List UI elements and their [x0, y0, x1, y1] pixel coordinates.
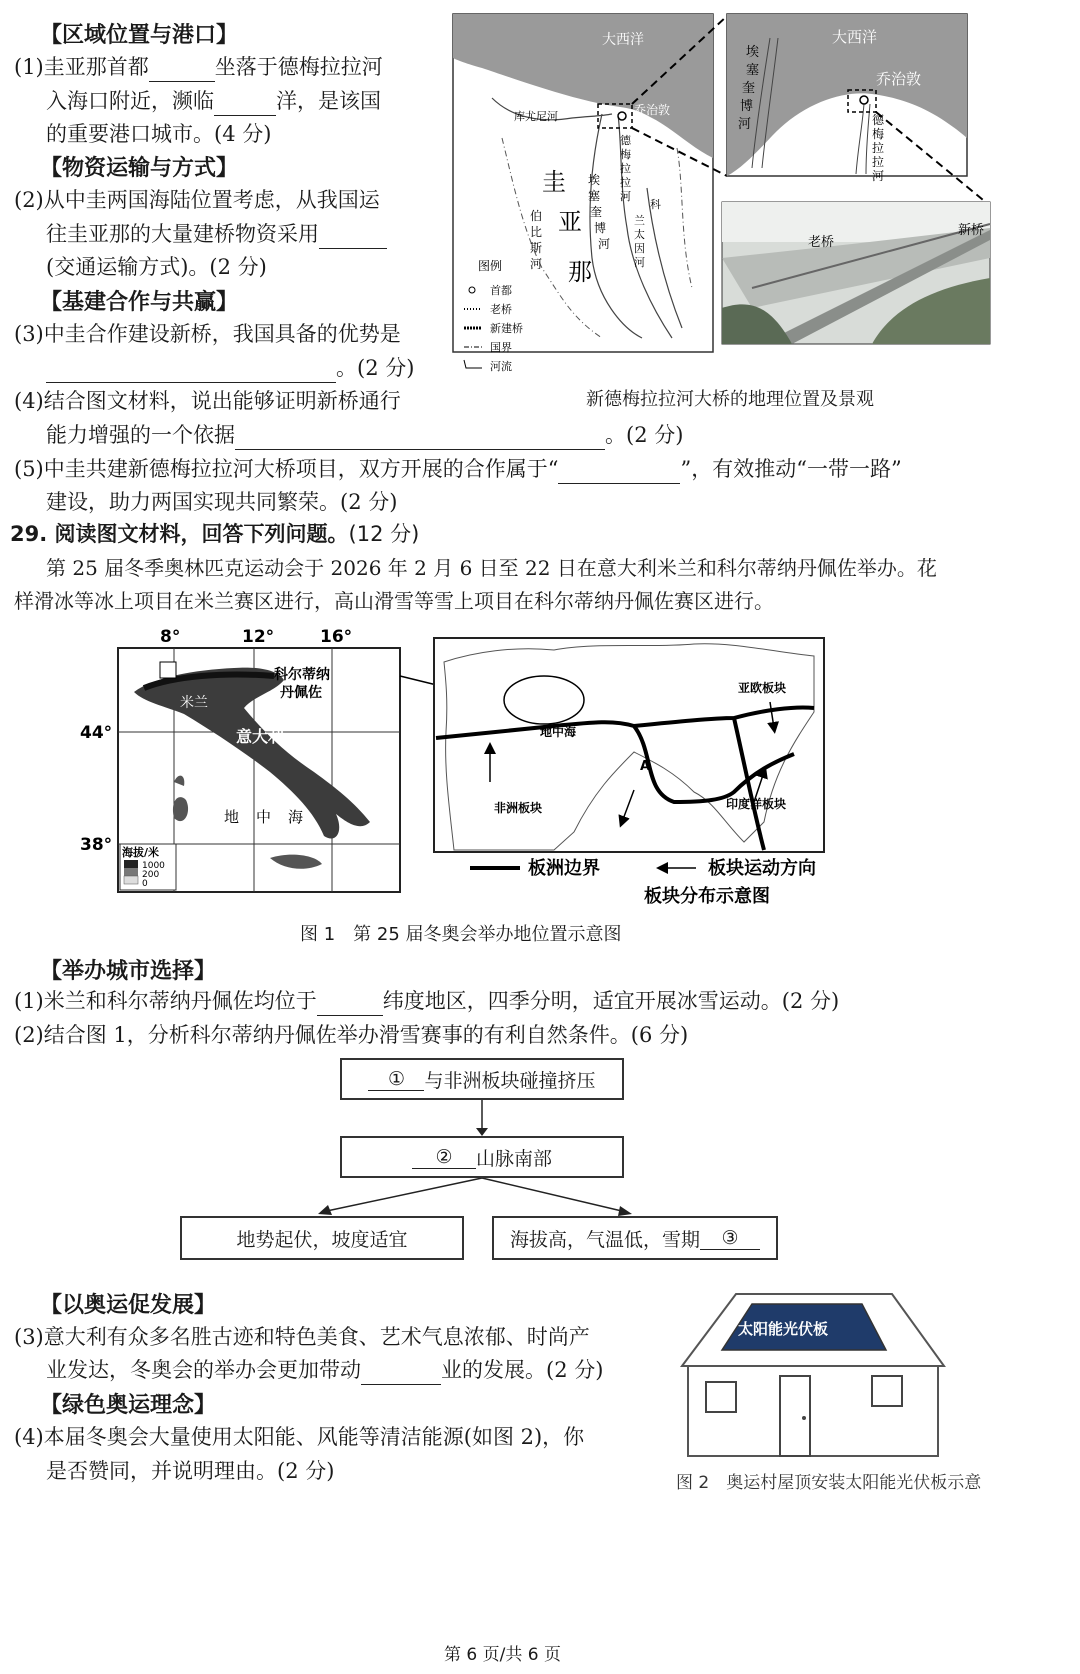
kmk-c2: 兰: [634, 214, 645, 227]
demerara-c5: 河: [620, 190, 631, 203]
africa-plate-label: 非洲板块: [494, 801, 543, 815]
inset-dem-c1: 德: [872, 113, 885, 127]
plate-map-title: 板块分布示意图: [644, 886, 770, 907]
elevation-legend-title: 海拔/米: [122, 846, 160, 859]
essequibo-c1: 埃: [588, 173, 601, 187]
legend-val-0: 0: [142, 879, 148, 889]
q29-paragraph-1: 第 25 届冬季奥林匹克运动会于 2026 年 2 月 6 日至 22 日在意大利米兰和科尔蒂纳丹佩佐举办。花: [46, 556, 937, 580]
essequibo-c5: 河: [598, 237, 611, 251]
lat-label-38: 38°: [80, 835, 113, 855]
legend-swatch-high: [124, 860, 138, 868]
answer-blank[interactable]: [46, 359, 336, 383]
legend-val-200: 200: [142, 870, 160, 880]
figure-1: [74, 622, 834, 912]
eurasia-plate-label: 亚欧板块: [738, 681, 787, 695]
flow-arrow-left: [322, 1178, 482, 1212]
guyana-map-figure: [452, 8, 1072, 388]
inset-ess-c3: 奎: [742, 81, 756, 96]
inset-dem-c5: 河: [872, 169, 885, 183]
sea-label-1: 地: [224, 808, 240, 826]
demerara-c1: 德: [620, 134, 631, 147]
part2-question-2: (2)结合图 1，分析科尔蒂纳丹佩佐举办滑雪赛事的有利自然条件。(6 分): [14, 1023, 689, 1047]
figure-2-caption: 图 2 奥运村屋顶安装太阳能光伏板示意: [676, 1473, 982, 1493]
question-2: (2)从中圭两国海陆位置考虑，从我国运: [14, 188, 380, 212]
flow-box-collision: ① 与非洲板块碰撞挤压: [340, 1058, 624, 1100]
legend-title: 图例: [478, 259, 503, 273]
flow-arrow-right: [482, 1178, 626, 1212]
cortina-label-1: 科尔蒂纳: [274, 667, 330, 683]
guyana-map-caption: 新德梅拉拉河大桥的地理位置及景观: [586, 389, 874, 410]
legend-border: 国界: [490, 341, 512, 354]
legend-newbridge: 新建桥: [490, 322, 523, 335]
flow-box-climate: 海拔高，气温低，雪期 ③: [492, 1216, 778, 1260]
inset-georgetown-label: 乔治敦: [876, 70, 922, 88]
inset-dem-c2: 梅: [872, 127, 885, 141]
flow-blank-3[interactable]: ③: [700, 1227, 760, 1250]
flow-arrowhead-1: [476, 1128, 488, 1136]
essequibo-c2: 塞: [588, 189, 601, 203]
mediterranean-label: 地中海: [540, 725, 577, 739]
section-heading-green: 【绿色奥运理念】: [40, 1393, 217, 1418]
legend-boundary-label: 板洲边界: [528, 858, 600, 879]
inset-dem-c4: 拉: [872, 155, 885, 169]
solar-panel-label: 太阳能光伏板: [738, 1320, 829, 1338]
part3-question-4-line2: 是否赞同，并说明理由。(2 分): [46, 1459, 335, 1483]
kmk-c1: 科: [650, 198, 661, 211]
legend-direction-label: 板块运动方向: [708, 858, 816, 879]
page-footer: 第 6 页/共 6 页: [444, 1645, 561, 1665]
berbice-c1: 伯: [530, 209, 543, 223]
question-1: (1)圭亚那首都 坐落于德梅拉拉河: [14, 52, 383, 82]
section-heading-city-choice: 【举办城市选择】: [40, 959, 217, 984]
cuyuni-label: 库尤尼河: [514, 110, 558, 123]
georgetown-label: 乔治敦: [634, 103, 671, 117]
flow-box-terrain: 地势起伏，坡度适宜: [180, 1216, 464, 1260]
part2-question-1: (1)米兰和科尔蒂纳丹佩佐均位于 纬度地区，四季分明，适宜开展冰雪运动。(2 分): [14, 986, 839, 1016]
ocean-label-inset: 大西洋: [832, 28, 878, 46]
flow-box-mountain: ② 山脉南部: [340, 1136, 624, 1178]
q29-paragraph-2: 样滑冰等冰上项目在米兰赛区进行，高山滑雪等雪上项目在科尔蒂纳丹佩佐赛区进行。: [14, 589, 774, 613]
country-label-1: 圭: [542, 168, 566, 196]
answer-blank[interactable]: [149, 58, 215, 82]
kmk-c5: 河: [634, 256, 645, 269]
answer-blank[interactable]: [361, 1361, 441, 1385]
kmk-c4: 因: [634, 242, 645, 255]
sea-label-2: 中: [256, 808, 272, 826]
country-label-2: 亚: [558, 208, 582, 236]
section-heading-cooperation: 【基建合作与共赢】: [40, 290, 239, 315]
photo-oldbridge-label: 老桥: [808, 235, 835, 250]
house-window-left: [706, 1382, 736, 1412]
flow-arrowhead-right: [618, 1206, 632, 1216]
house-window-right: [872, 1376, 902, 1406]
kmk-c3: 太: [634, 228, 645, 241]
berbice-c3: 斯: [530, 241, 543, 255]
essequibo-c3: 奎: [590, 205, 603, 219]
demerara-c2: 梅: [620, 148, 631, 161]
question-2-line3: (交通运输方式)。(2 分): [46, 255, 267, 279]
inset-dem-c3: 拉: [872, 141, 885, 155]
section-heading-location: 【区域位置与港口】: [40, 23, 239, 48]
question-4-line2: 能力增强的一个依据 。(2 分): [46, 420, 683, 450]
house-door: [780, 1376, 810, 1456]
essequibo-c4: 博: [594, 221, 607, 235]
inset-ess-c2: 塞: [746, 63, 760, 78]
question-5-line2: 建设，助力两国实现共同繁荣。(2 分): [46, 490, 398, 514]
inset-ess-c4: 博: [740, 99, 754, 114]
legend-val-1000: 1000: [142, 861, 165, 871]
legend-capital: 首都: [490, 284, 512, 297]
inset-ess-c1: 埃: [746, 45, 760, 60]
ocean-label-main: 大西洋: [602, 32, 644, 48]
question-2-line2: 往圭亚那的大量建桥物资采用: [46, 219, 387, 249]
section-heading-transport: 【物资运输与方式】: [40, 156, 239, 181]
india-plate-label: 印度洋板块: [726, 797, 787, 811]
photo-newbridge-label: 新桥: [958, 223, 985, 238]
flow-blank-2[interactable]: ②: [412, 1146, 476, 1169]
legend-swatch-low: [124, 876, 138, 884]
plate-map-frame: [434, 638, 824, 852]
berbice-c4: 河: [530, 257, 543, 271]
question-3-line2: 。(2 分): [46, 353, 414, 383]
answer-blank[interactable]: [558, 460, 680, 484]
milan-label: 米兰: [180, 695, 208, 711]
legend-swatch-mid: [124, 868, 138, 876]
part3-question-4: (4)本届冬奥会大量使用太阳能、风能等清洁能源(如图 2)，你: [14, 1425, 585, 1449]
solar-house-figure: [672, 1290, 952, 1460]
question-29-title: 29. 阅读图文材料，回答下列问题。(12 分): [10, 522, 420, 546]
lon-label-12: 12°: [242, 627, 275, 647]
inset-capital-marker: [860, 96, 868, 104]
demerara-c4: 拉: [620, 176, 631, 189]
part3-question-3: (3)意大利有众多名胜古迹和特色美食、艺术气息浓郁、时尚产: [14, 1325, 590, 1349]
lon-label-8: 8°: [160, 627, 181, 647]
question-1-line3: 的重要港口城市。(4 分): [46, 122, 272, 146]
cortina-label-2: 丹佩佐: [280, 685, 322, 701]
door-knob: [802, 1416, 806, 1420]
legend-river-icon: [464, 360, 482, 368]
inset-ess-c5: 河: [738, 117, 752, 132]
sea-label-3: 海: [288, 808, 304, 826]
italy-label: 意大利: [236, 727, 285, 746]
berbice-c2: 比: [530, 225, 543, 239]
answer-blank[interactable]: [214, 92, 276, 116]
legend-oldbridge: 老桥: [490, 303, 512, 316]
demerara-c3: 拉: [620, 162, 631, 175]
country-label-3: 那: [568, 258, 592, 286]
sardinia: [173, 797, 188, 821]
question-4: (4)结合图文材料，说出能够证明新桥通行: [14, 389, 401, 413]
lat-label-44: 44°: [80, 723, 113, 743]
flow-arrowhead-left: [318, 1205, 332, 1215]
capital-marker: [618, 112, 626, 120]
answer-blank[interactable]: [319, 225, 387, 249]
milan-marker: [160, 662, 176, 678]
question-3: (3)中圭合作建设新桥，我国具备的优势是: [14, 322, 401, 346]
section-heading-development: 【以奥运促发展】: [40, 1293, 217, 1318]
lon-label-16: 16°: [320, 627, 353, 647]
part3-question-3-line2: 业发达，冬奥会的举办会更加带动 业的发展。(2 分): [46, 1355, 603, 1385]
flow-blank-1[interactable]: ①: [368, 1068, 424, 1091]
answer-blank[interactable]: [235, 426, 605, 450]
point-a-label: A: [640, 759, 651, 774]
question-5: (5)中圭共建新德梅拉拉河大桥项目，双方开展的合作属于“ ”，有效推动“一带一路”: [14, 454, 902, 484]
answer-blank[interactable]: [317, 992, 383, 1016]
legend-river: 河流: [490, 360, 512, 373]
question-1-line2: 入海口附近，濒临 洋，是该国: [46, 86, 381, 116]
figure-1-caption: 图 1 第 25 届冬奥会举办地位置示意图: [300, 924, 622, 945]
